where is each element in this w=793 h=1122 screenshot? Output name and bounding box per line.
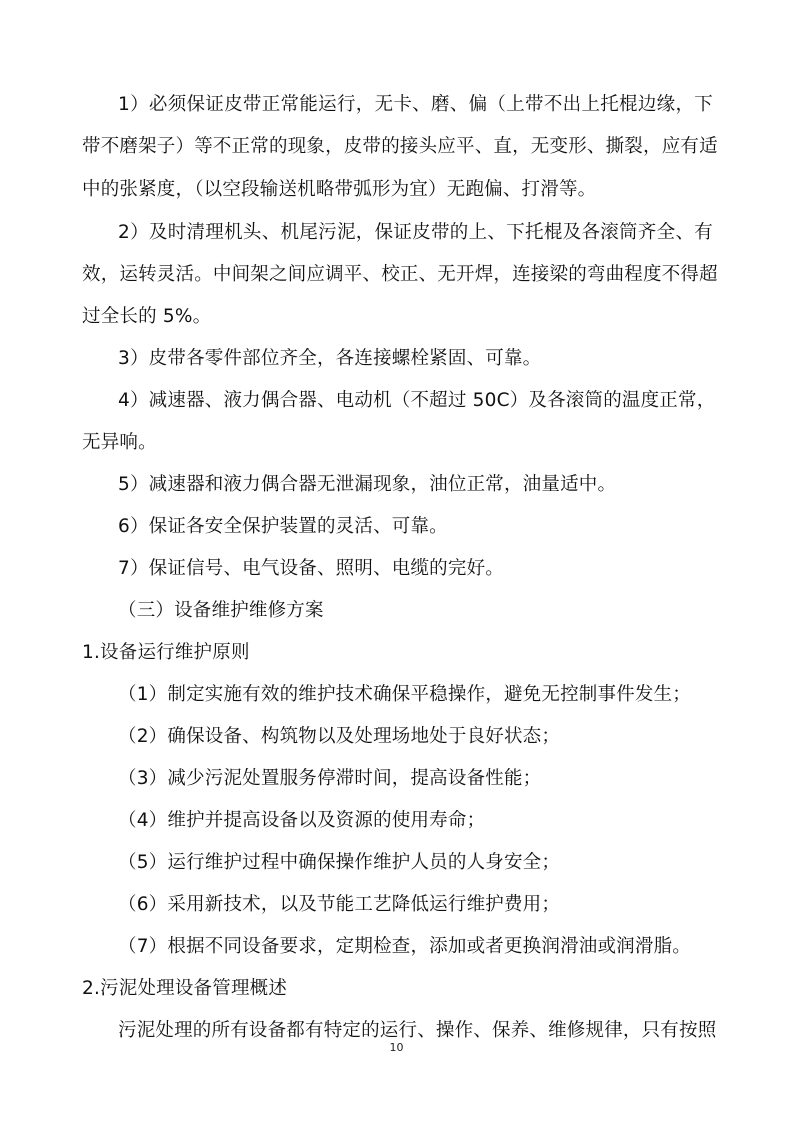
subsection-heading: 2.污泥处理设备管理概述 — [82, 978, 288, 999]
paragraph-line: 3）皮带各零件部位齐全，各连接螺栓紧固、可靠。 — [118, 348, 542, 369]
list-item: （1）制定实施有效的维护技术确保平稳操作，避免无控制事件发生； — [118, 684, 691, 705]
paragraph-line: 污泥处理的所有设备都有特定的运行、操作、保养、维修规律，只有按照 — [118, 1020, 717, 1041]
list-item: （2）确保设备、构筑物以及处理场地处于良好状态； — [118, 726, 561, 747]
paragraph-line: 中的张紧度，（以空段输送机略带弧形为宜）无跑偏、打滑等。 — [82, 179, 597, 200]
paragraph-line: 效，运转灵活。中间架之间应调平、校正、无开焊，连接梁的弯曲程度不得超 — [82, 264, 718, 285]
paragraph-line: 5）减速器和液力偶合器无泄漏现象，油位正常，油量适中。 — [118, 474, 617, 495]
list-item: （4）维护并提高设备以及资源的使用寿命； — [118, 810, 486, 831]
paragraph-line: 7）保证信号、电气设备、照明、电缆的完好。 — [118, 558, 504, 579]
list-item: （6）采用新技术，以及节能工艺降低运行维护费用； — [118, 894, 561, 915]
paragraph-line: 带不磨架子）等不正常的现象，皮带的接头应平、直，无变形、撕裂，应有适 — [82, 136, 718, 157]
section-heading: （三）设备维护维修方案 — [118, 600, 324, 621]
page-number: 10 — [389, 1041, 404, 1054]
subsection-heading: 1.设备运行维护原则 — [82, 642, 250, 663]
paragraph-line: 2）及时清理机头、机尾污泥，保证皮带的上、下托棍及各滚筒齐全、有 — [118, 222, 713, 243]
paragraph-line: 1）必须保证皮带正常能运行，无卡、磨、偏（上带不出上托棍边缘，下 — [118, 94, 713, 115]
paragraph-line: 过全长的 5%。 — [82, 306, 212, 327]
list-item: （7）根据不同设备要求，定期检查，添加或者更换润滑油或润滑脂。 — [118, 936, 691, 957]
paragraph-line: 6）保证各安全保护装置的灵活、可靠。 — [118, 516, 448, 537]
list-item: （3）减少污泥处置服务停滞时间，提高设备性能； — [118, 768, 542, 789]
paragraph-line: 无异响。 — [82, 432, 157, 453]
list-item: （5）运行维护过程中确保操作维护人员的人身安全； — [118, 852, 561, 873]
paragraph-line: 4）减速器、液力偶合器、电动机（不超过 50C）及各滚筒的温度正常， — [118, 390, 716, 411]
